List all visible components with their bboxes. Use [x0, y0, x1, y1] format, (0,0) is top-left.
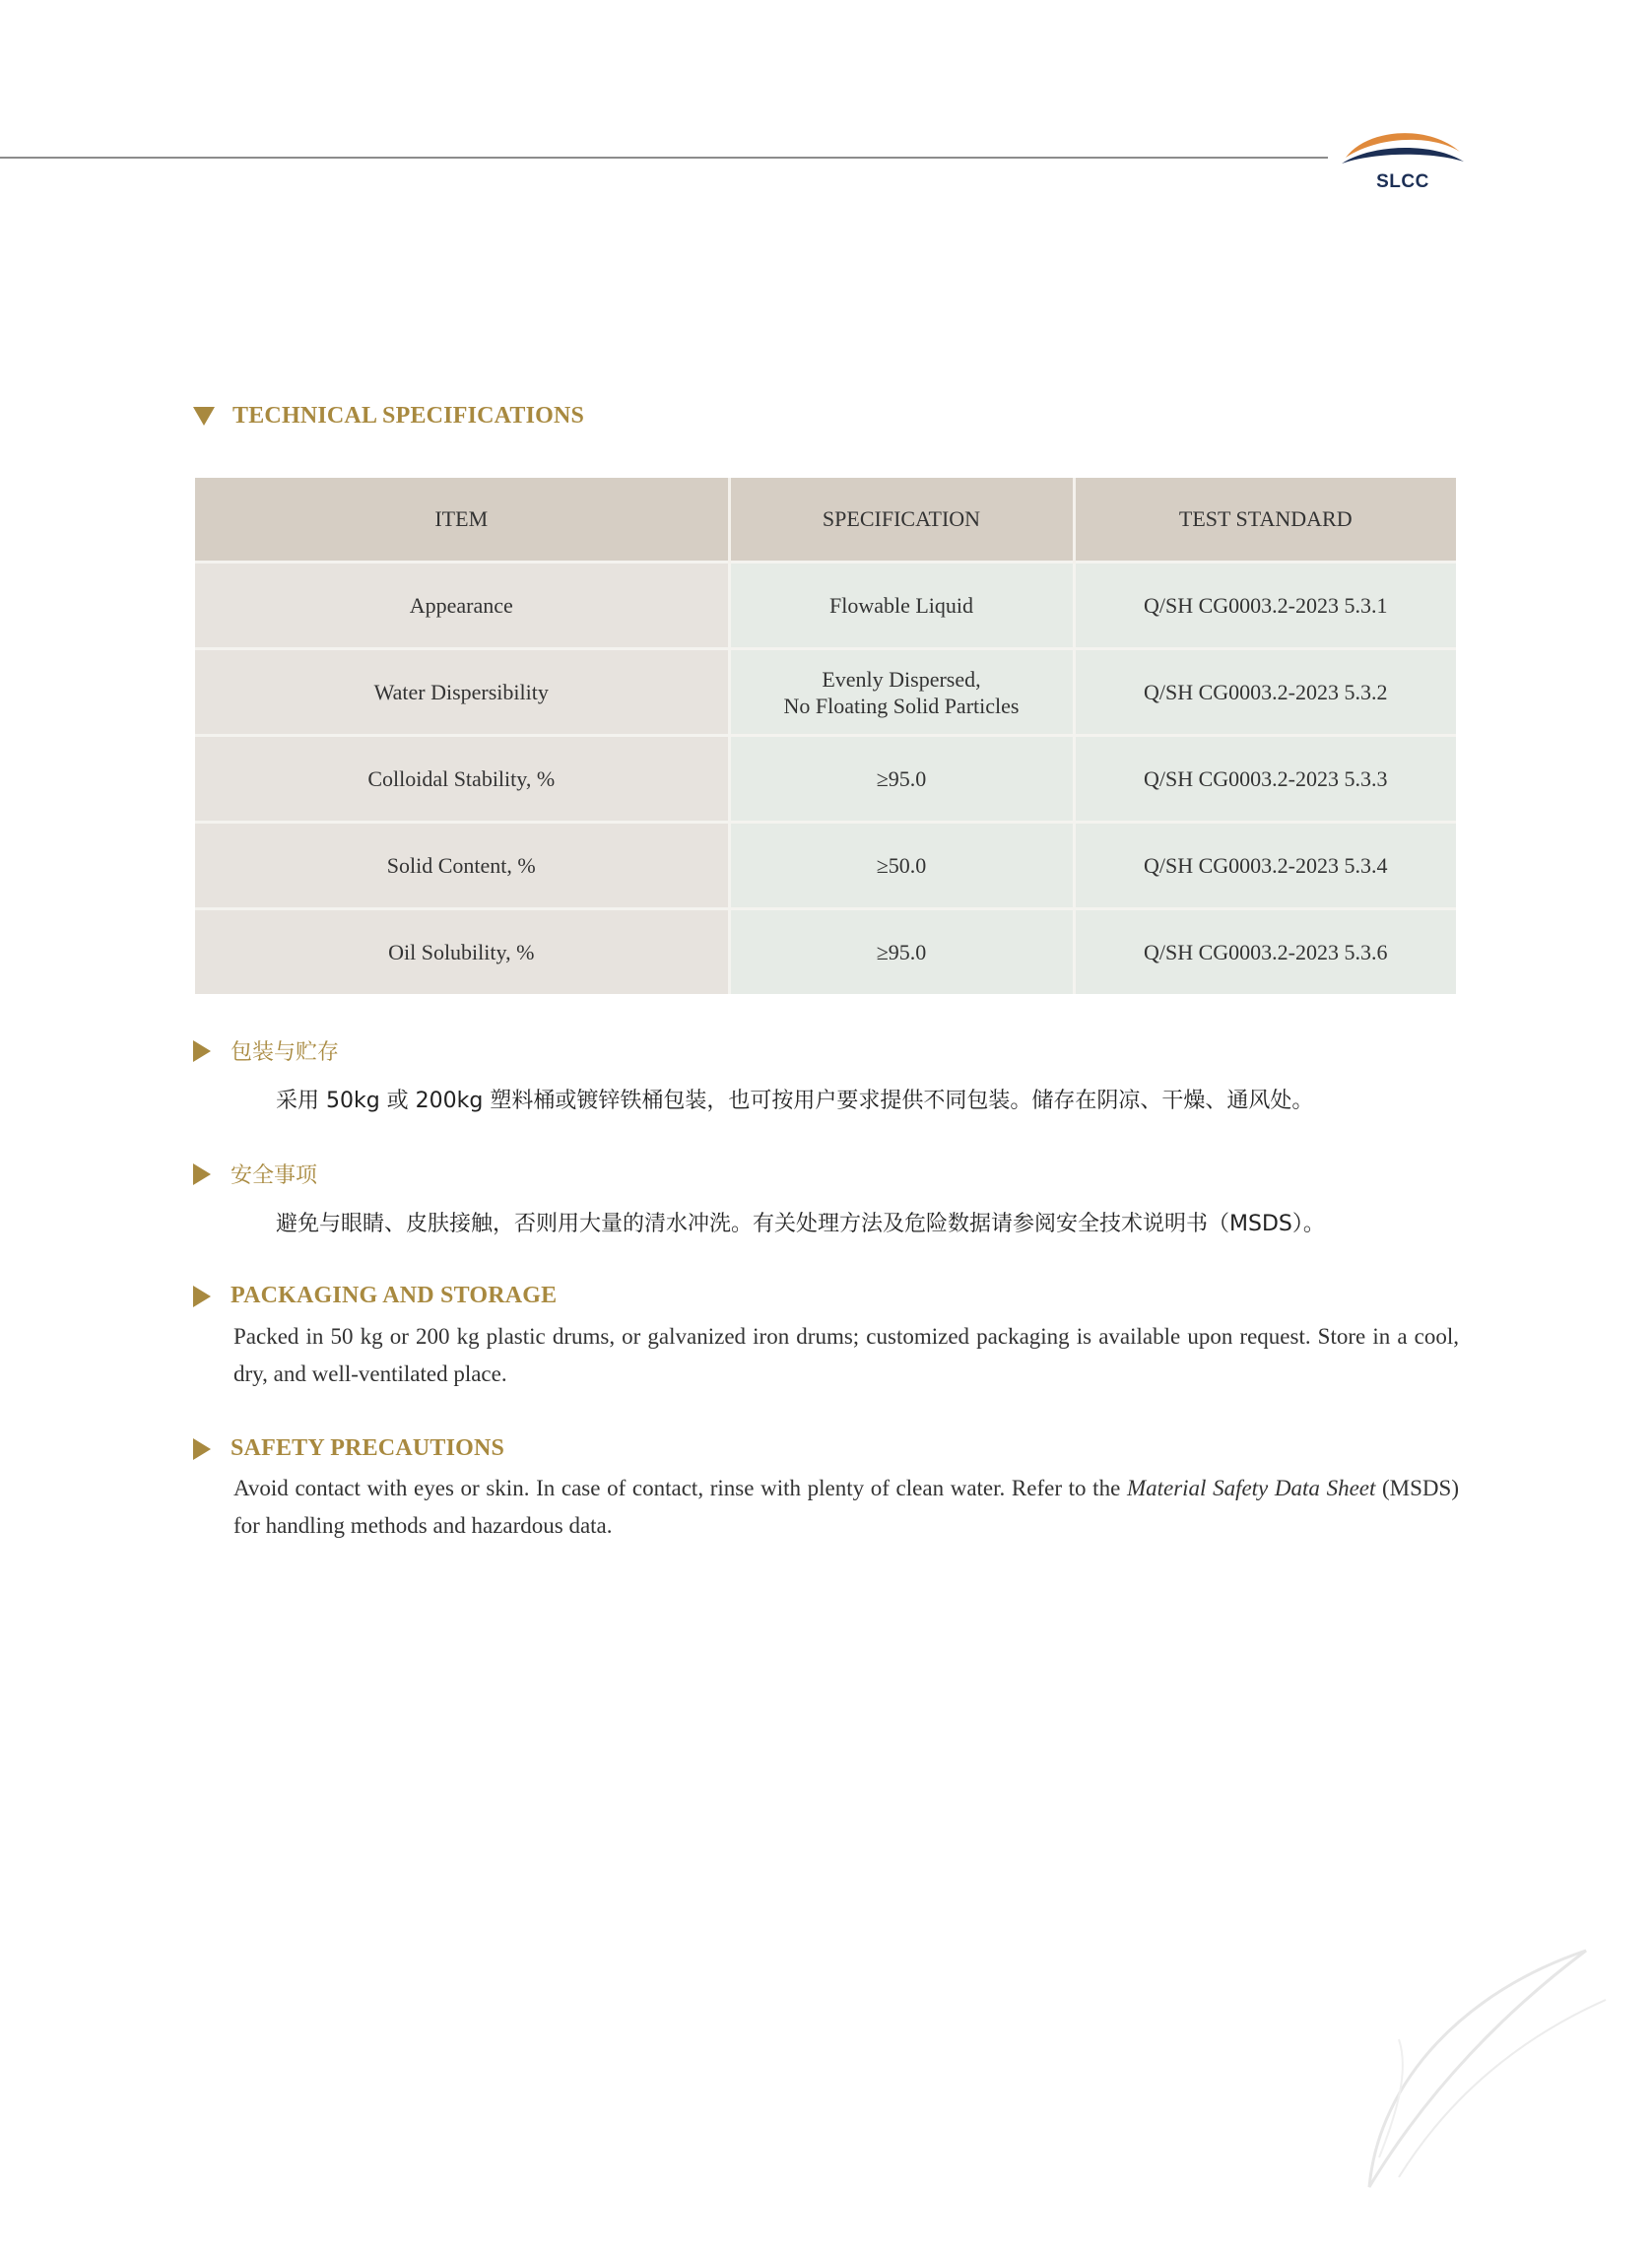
cell-test-standard: Q/SH CG0003.2-2023 5.3.4	[1074, 823, 1456, 909]
spec-table-header-row	[195, 478, 1456, 563]
leaf-watermark-icon	[1340, 1931, 1635, 2226]
safety-zh-heading	[193, 1159, 317, 1189]
packaging-zh-title: 包装与贮存	[231, 1040, 340, 1065]
packaging-zh-text: 采用 50kg 或 200kg 塑料桶或镀锌铁桶包装，也可按用户要求提供不同包装。储存在阴凉、干燥、通风处。	[276, 1089, 1314, 1113]
cell-test-standard: Q/SH CG0003.2-2023 5.3.2	[1074, 649, 1456, 736]
packaging-zh-heading	[193, 1035, 339, 1066]
safety-en-text-end: (MSDS) for handling methods and hazardous data.	[233, 1476, 1459, 1538]
column-header-specification: SPECIFICATION	[729, 478, 1074, 563]
cell-test-standard: Q/SH CG0003.2-2023 5.3.3	[1074, 736, 1456, 823]
cell-specification	[729, 909, 1074, 995]
column-header-item: ITEM	[195, 478, 729, 563]
cell-item: Solid Content, %	[195, 823, 729, 909]
cell-test-standard: Q/SH CG0003.2-2023 5.3.1	[1074, 563, 1456, 649]
triangle-right-icon	[193, 1438, 211, 1460]
logo-swoosh-icon	[1338, 122, 1468, 171]
spec-line: Flowable Liquid	[828, 593, 974, 618]
triangle-right-icon	[193, 1040, 211, 1062]
packaging-en-heading	[193, 1283, 557, 1309]
spec-line: ≥95.0	[876, 766, 927, 791]
triangle-down-icon	[193, 407, 215, 426]
tech-spec-title: TECHNICAL SPECIFICATIONS	[232, 403, 585, 429]
cell-specification	[729, 823, 1074, 909]
spec-table	[195, 478, 1456, 994]
header-rule	[0, 157, 1328, 159]
tech-spec-heading	[193, 403, 584, 430]
table-row	[195, 909, 1456, 995]
cell-item: Colloidal Stability, %	[195, 736, 729, 823]
safety-zh-title: 安全事项	[231, 1163, 318, 1188]
safety-en-heading	[193, 1435, 504, 1462]
company-logo	[1338, 122, 1468, 195]
cell-item: Water Dispersibility	[195, 649, 729, 736]
cell-specification	[729, 563, 1074, 649]
spec-line: Evenly Dispersed,	[822, 666, 981, 692]
safety-en-text-start: Avoid contact with eyes or skin. In case of contact, rinse with plenty of clean water. Refer to the	[233, 1476, 1127, 1500]
spec-line: No Floating Solid Particles	[783, 693, 1020, 718]
triangle-right-icon	[193, 1163, 211, 1185]
table-row	[195, 563, 1456, 649]
triangle-right-icon	[193, 1286, 211, 1307]
cell-item: Oil Solubility, %	[195, 909, 729, 995]
table-row	[195, 649, 1456, 736]
safety-en-title: SAFETY PRECAUTIONS	[231, 1435, 505, 1461]
packaging-en-title: PACKAGING AND STORAGE	[231, 1283, 558, 1308]
logo-text: SLCC	[1376, 171, 1429, 192]
cell-item: Appearance	[195, 563, 729, 649]
spec-line: ≥50.0	[876, 853, 927, 878]
table-row	[195, 823, 1456, 909]
cell-specification	[729, 736, 1074, 823]
cell-test-standard: Q/SH CG0003.2-2023 5.3.6	[1074, 909, 1456, 995]
safety-en-text	[233, 1470, 1459, 1545]
cell-specification	[729, 649, 1074, 736]
column-header-test-standard: TEST STANDARD	[1074, 478, 1456, 563]
table-row	[195, 736, 1456, 823]
safety-zh-text: 避免与眼睛、皮肤接触，否则用大量的清水冲洗。有关处理方法及危险数据请参阅安全技术说明书（MSDS）。	[276, 1212, 1325, 1236]
msds-title-italic: Material Safety Data Sheet	[1126, 1476, 1376, 1500]
packaging-en-text: Packed in 50 kg or 200 kg plastic drums, or galvanized iron drums; customized packaging is available upon request. Store in a cool, dry, and well-ventilated place.	[233, 1324, 1459, 1386]
spec-line: ≥95.0	[876, 940, 927, 964]
